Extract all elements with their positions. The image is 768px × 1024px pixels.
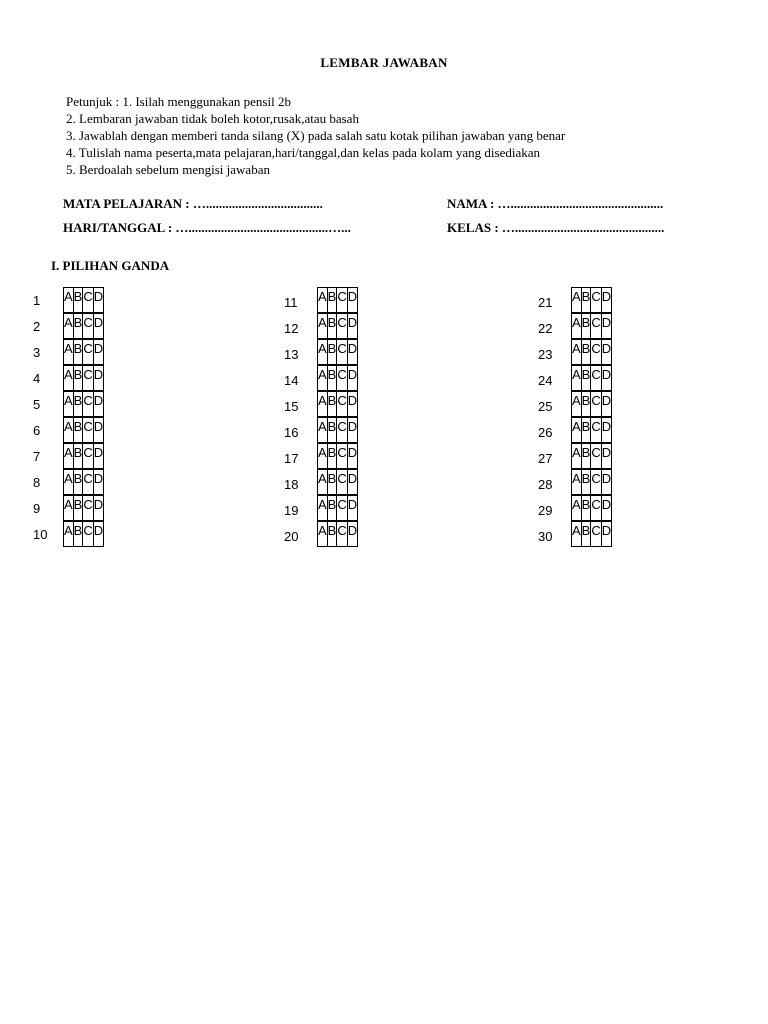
option-box-c[interactable]: C — [83, 314, 93, 339]
option-boxes — [571, 417, 612, 443]
question-number: 14 — [284, 373, 299, 388]
option-boxes — [63, 495, 104, 521]
question-number: 12 — [284, 321, 299, 336]
option-box-b[interactable]: B — [73, 288, 83, 313]
option-box-b[interactable]: B — [73, 314, 83, 339]
option-boxes — [317, 339, 358, 365]
option-box-b[interactable]: B — [327, 366, 337, 391]
option-boxes — [63, 469, 104, 495]
question-number: 22 — [538, 321, 553, 336]
option-box-d[interactable]: D — [347, 470, 357, 495]
option-boxes — [63, 521, 104, 547]
question-number: 30 — [538, 529, 553, 544]
option-box-b[interactable]: B — [327, 522, 337, 547]
option-box-a[interactable]: A — [318, 314, 328, 339]
option-box-d[interactable]: D — [601, 288, 611, 313]
option-box-b[interactable]: B — [327, 470, 337, 495]
option-box-a[interactable]: A — [572, 392, 582, 417]
question-number: 18 — [284, 477, 299, 492]
option-box-b[interactable]: B — [327, 444, 337, 469]
option-boxes — [63, 391, 104, 417]
instruction-5: 5. Berdoalah sebelum mengisi jawaban — [66, 162, 270, 177]
option-box-c[interactable]: C — [337, 470, 347, 495]
option-boxes — [63, 443, 104, 469]
section-title: I. PILIHAN GANDA — [51, 258, 170, 273]
option-box-b[interactable]: B — [73, 418, 83, 443]
instruction-4: 4. Tulislah nama peserta,mata pelajaran,hari/tanggal,dan kelas pada kolam yang disediakan — [66, 145, 540, 160]
instructions — [66, 93, 565, 178]
option-box-d[interactable]: D — [93, 340, 103, 365]
question-number: 27 — [538, 451, 553, 466]
kelas-field[interactable]: KELAS : ….............................................. — [447, 220, 665, 235]
option-box-d[interactable]: D — [601, 366, 611, 391]
option-box-a[interactable]: A — [64, 496, 74, 521]
option-box-b[interactable]: B — [73, 496, 83, 521]
question-number: 7 — [33, 449, 41, 464]
option-box-d[interactable]: D — [601, 340, 611, 365]
option-box-c[interactable]: C — [83, 340, 93, 365]
option-boxes — [317, 521, 358, 547]
option-box-a[interactable]: A — [572, 340, 582, 365]
option-box-c[interactable]: C — [337, 392, 347, 417]
question-number: 28 — [538, 477, 553, 492]
option-box-b[interactable]: B — [581, 444, 591, 469]
option-box-d[interactable]: D — [347, 522, 357, 547]
option-box-b[interactable]: B — [73, 366, 83, 391]
option-box-d[interactable]: D — [347, 366, 357, 391]
option-box-a[interactable]: A — [318, 444, 328, 469]
option-box-b[interactable]: B — [581, 340, 591, 365]
option-boxes — [571, 391, 612, 417]
question-number: 1 — [33, 293, 41, 308]
option-box-c[interactable]: C — [591, 392, 601, 417]
option-box-b[interactable]: B — [327, 288, 337, 313]
option-boxes — [317, 287, 358, 313]
option-box-c[interactable]: C — [591, 418, 601, 443]
option-box-b[interactable]: B — [581, 392, 591, 417]
option-box-a[interactable]: A — [572, 470, 582, 495]
option-box-d[interactable]: D — [93, 470, 103, 495]
option-box-c[interactable]: C — [83, 366, 93, 391]
option-box-b[interactable]: B — [73, 444, 83, 469]
option-box-c[interactable]: C — [83, 288, 93, 313]
option-box-c[interactable]: C — [591, 340, 601, 365]
option-box-a[interactable]: A — [318, 340, 328, 365]
option-box-b[interactable]: B — [327, 496, 337, 521]
question-number: 25 — [538, 399, 553, 414]
question-number: 8 — [33, 475, 41, 490]
option-box-b[interactable]: B — [581, 522, 591, 547]
option-box-b[interactable]: B — [327, 314, 337, 339]
question-number: 21 — [538, 295, 553, 310]
option-box-b[interactable]: B — [73, 470, 83, 495]
option-box-c[interactable]: C — [83, 522, 93, 547]
option-box-c[interactable]: C — [337, 340, 347, 365]
option-box-a[interactable]: A — [318, 522, 328, 547]
question-number: 24 — [538, 373, 553, 388]
option-box-b[interactable]: B — [327, 392, 337, 417]
option-box-a[interactable]: A — [64, 522, 74, 547]
nama-field[interactable]: NAMA : …............................................... — [447, 196, 664, 211]
option-boxes — [571, 443, 612, 469]
option-boxes — [63, 365, 104, 391]
option-box-d[interactable]: D — [601, 418, 611, 443]
option-box-a[interactable]: A — [318, 392, 328, 417]
option-box-b[interactable]: B — [581, 470, 591, 495]
option-boxes — [571, 313, 612, 339]
option-box-c[interactable]: C — [337, 444, 347, 469]
option-box-d[interactable]: D — [93, 444, 103, 469]
question-number: 6 — [33, 423, 41, 438]
question-number: 23 — [538, 347, 553, 362]
option-box-a[interactable]: A — [318, 366, 328, 391]
option-box-a[interactable]: A — [318, 496, 328, 521]
option-box-c[interactable]: C — [337, 288, 347, 313]
option-box-d[interactable]: D — [93, 522, 103, 547]
option-box-a[interactable]: A — [572, 444, 582, 469]
option-box-a[interactable]: A — [318, 470, 328, 495]
option-boxes — [317, 469, 358, 495]
option-boxes — [571, 339, 612, 365]
option-box-c[interactable]: C — [83, 470, 93, 495]
option-boxes — [63, 313, 104, 339]
option-box-a[interactable]: A — [64, 470, 74, 495]
option-box-b[interactable]: B — [581, 418, 591, 443]
question-number: 4 — [33, 371, 41, 386]
option-box-d[interactable]: D — [601, 444, 611, 469]
option-box-d[interactable]: D — [601, 496, 611, 521]
question-number: 19 — [284, 503, 299, 518]
option-box-c[interactable]: C — [337, 314, 347, 339]
option-box-c[interactable]: C — [83, 392, 93, 417]
option-box-c[interactable]: C — [337, 522, 347, 547]
question-number: 13 — [284, 347, 299, 362]
option-boxes — [317, 391, 358, 417]
option-box-b[interactable]: B — [73, 522, 83, 547]
option-box-b[interactable]: B — [327, 418, 337, 443]
option-box-c[interactable]: C — [83, 496, 93, 521]
option-box-b[interactable]: B — [581, 366, 591, 391]
option-box-a[interactable]: A — [572, 314, 582, 339]
option-box-c[interactable]: C — [591, 366, 601, 391]
option-box-a[interactable]: A — [572, 496, 582, 521]
question-number: 9 — [33, 501, 41, 516]
option-box-b[interactable]: B — [581, 288, 591, 313]
option-boxes — [571, 469, 612, 495]
mata-pelajaran-field[interactable]: MATA PELAJARAN : ….................................... — [63, 196, 323, 211]
option-box-d[interactable]: D — [347, 314, 357, 339]
option-box-c[interactable]: C — [591, 444, 601, 469]
option-box-d[interactable]: D — [347, 496, 357, 521]
option-box-a[interactable]: A — [64, 366, 74, 391]
question-number: 11 — [284, 295, 298, 310]
option-box-d[interactable]: D — [347, 392, 357, 417]
instruction-3: 3. Jawablah dengan memberi tanda silang (X) pada salah satu kotak pilihan jawaban yang benar — [66, 128, 566, 143]
question-number: 10 — [33, 527, 48, 542]
question-number: 20 — [284, 529, 299, 544]
option-box-a[interactable]: A — [64, 444, 74, 469]
option-boxes — [317, 365, 358, 391]
option-box-d[interactable]: D — [347, 444, 357, 469]
option-box-a[interactable]: A — [572, 522, 582, 547]
option-box-c[interactable]: C — [83, 444, 93, 469]
option-box-d[interactable]: D — [601, 470, 611, 495]
option-boxes — [317, 417, 358, 443]
option-box-d[interactable]: D — [93, 366, 103, 391]
option-boxes — [571, 521, 612, 547]
option-box-b[interactable]: B — [581, 496, 591, 521]
option-box-d[interactable]: D — [93, 392, 103, 417]
option-boxes — [63, 339, 104, 365]
option-boxes — [317, 443, 358, 469]
option-box-c[interactable]: C — [591, 314, 601, 339]
question-number: 3 — [33, 345, 41, 360]
option-box-d[interactable]: D — [347, 288, 357, 313]
option-box-d[interactable]: D — [93, 496, 103, 521]
option-box-b[interactable]: B — [581, 314, 591, 339]
option-boxes — [571, 495, 612, 521]
option-box-a[interactable]: A — [572, 288, 582, 313]
option-boxes — [317, 495, 358, 521]
option-box-a[interactable]: A — [64, 288, 74, 313]
option-box-a[interactable]: A — [572, 366, 582, 391]
hari-tanggal-field[interactable]: HARI/TANGGAL : …...........................................…... — [63, 220, 351, 235]
option-box-d[interactable]: D — [347, 418, 357, 443]
question-number: 29 — [538, 503, 553, 518]
question-number: 5 — [33, 397, 41, 412]
option-boxes — [571, 365, 612, 391]
option-box-b[interactable]: B — [73, 392, 83, 417]
option-boxes — [571, 287, 612, 313]
question-number: 26 — [538, 425, 553, 440]
question-number: 17 — [284, 451, 299, 466]
option-box-a[interactable]: A — [64, 392, 74, 417]
question-number: 2 — [33, 319, 41, 334]
option-box-a[interactable]: A — [64, 418, 74, 443]
question-number: 16 — [284, 425, 299, 440]
option-box-c[interactable]: C — [337, 496, 347, 521]
option-box-d[interactable]: D — [93, 288, 103, 313]
option-box-c[interactable]: C — [83, 418, 93, 443]
option-boxes — [63, 287, 104, 313]
instruction-2: 2. Lembaran jawaban tidak boleh kotor,rusak,atau basah — [66, 111, 359, 126]
page-title: LEMBAR JAWABAN — [320, 55, 448, 70]
option-box-d[interactable]: D — [93, 314, 103, 339]
option-box-b[interactable]: B — [327, 340, 337, 365]
option-box-c[interactable]: C — [337, 366, 347, 391]
option-box-d[interactable]: D — [601, 522, 611, 547]
option-box-a[interactable]: A — [318, 418, 328, 443]
option-box-d[interactable]: D — [347, 340, 357, 365]
option-box-c[interactable]: C — [591, 288, 601, 313]
option-box-a[interactable]: A — [572, 418, 582, 443]
option-box-d[interactable]: D — [601, 392, 611, 417]
option-box-c[interactable]: C — [591, 496, 601, 521]
option-boxes — [63, 417, 104, 443]
option-box-a[interactable]: A — [64, 314, 74, 339]
instruction-1: Petunjuk : 1. Isilah menggunakan pensil 2b — [66, 94, 291, 109]
option-box-d[interactable]: D — [601, 314, 611, 339]
option-box-c[interactable]: C — [591, 522, 601, 547]
option-box-a[interactable]: A — [64, 340, 74, 365]
option-box-a[interactable]: A — [318, 288, 328, 313]
option-box-c[interactable]: C — [591, 470, 601, 495]
option-box-d[interactable]: D — [93, 418, 103, 443]
question-number: 15 — [284, 399, 299, 414]
option-box-c[interactable]: C — [337, 418, 347, 443]
option-boxes — [317, 313, 358, 339]
option-box-b[interactable]: B — [73, 340, 83, 365]
